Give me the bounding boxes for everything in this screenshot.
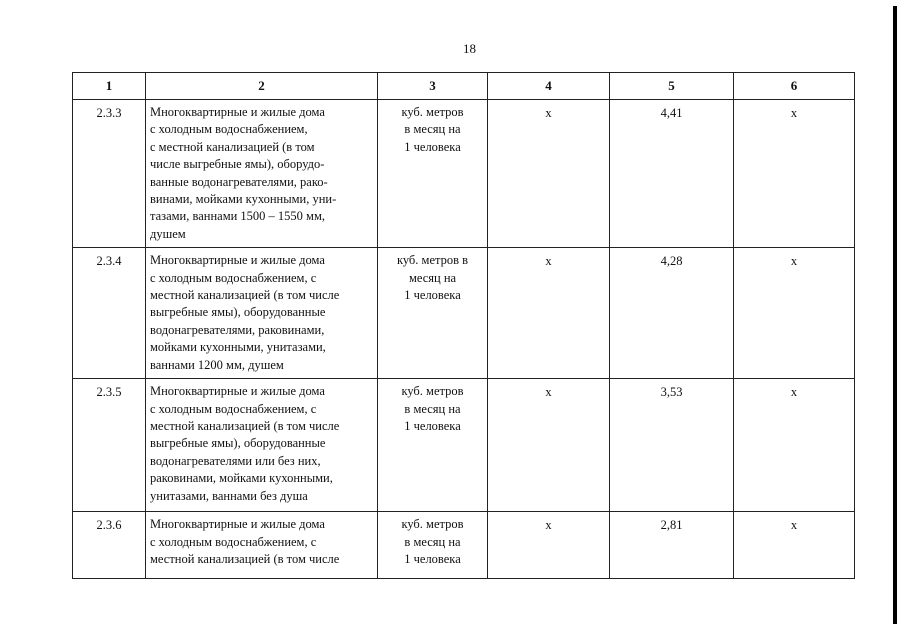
description-line: Многоквартирные и жилые дома <box>150 253 325 268</box>
row-col6: x <box>734 512 855 579</box>
unit-line: куб. метров <box>401 517 464 532</box>
row-unit <box>378 379 488 512</box>
unit-line: куб. метров <box>401 105 464 119</box>
description-line: унитазами, ваннами без душа <box>150 488 308 503</box>
header-col-4: 4 <box>488 73 610 100</box>
row-description <box>146 512 378 579</box>
header-row <box>73 73 855 100</box>
description-line: с местной канализацией (в том <box>150 139 315 154</box>
unit-line: месяц на <box>408 270 457 285</box>
row-col5: 2,81 <box>610 512 734 579</box>
tariff-table <box>72 72 855 579</box>
description-line: местной канализацией (в том числе <box>150 419 340 434</box>
row-col6: x <box>734 248 855 379</box>
description-line: с холодным водоснабжением, с <box>150 401 317 416</box>
row-col5: 4,28 <box>610 248 734 379</box>
description-line: местной канализацией (в том числе <box>150 288 340 303</box>
row-code: 2.3.4 <box>73 248 146 379</box>
description-line: местной канализацией (в том числе <box>150 552 340 567</box>
row-description <box>146 100 378 248</box>
row-description <box>146 379 378 512</box>
row-code: 2.3.3 <box>73 100 146 248</box>
unit-line: 1 человека <box>404 552 461 567</box>
unit-line: 1 человека <box>404 139 461 154</box>
header-col-5: 5 <box>610 73 734 100</box>
unit-line: 1 человека <box>404 288 461 303</box>
unit-line: в месяц на <box>404 534 461 549</box>
header-col-2: 2 <box>146 73 378 100</box>
description-line: водонагревателями, раковинами, <box>150 322 325 337</box>
description-line: душем <box>150 226 186 241</box>
description-line: винами, мойками кухонными, уни- <box>150 192 337 207</box>
row-col6: x <box>734 379 855 512</box>
margin-line <box>893 6 897 624</box>
unit-line: 1 человека <box>404 419 461 434</box>
description-line: с холодным водоснабжением, с <box>150 534 317 549</box>
table-row <box>73 379 855 512</box>
unit-line: в месяц на <box>404 401 461 416</box>
table-row <box>73 512 855 579</box>
description-line: ваннами 1200 мм, душем <box>150 357 284 372</box>
unit-line: куб. метров в <box>396 253 469 268</box>
table-row <box>73 248 855 379</box>
description-line: мойками кухонными, унитазами, <box>150 340 326 355</box>
row-col4: x <box>488 379 610 512</box>
row-col4: x <box>488 248 610 379</box>
row-unit <box>378 248 488 379</box>
row-col5: 4,41 <box>610 100 734 248</box>
description-line: Многоквартирные и жилые дома <box>150 384 325 399</box>
description-line: числе выгребные ямы), оборудо- <box>150 157 325 172</box>
description-line: ванные водонагревателями, рако- <box>150 174 328 189</box>
description-line: выгребные ямы), оборудованные <box>150 305 326 320</box>
table-row <box>73 100 855 248</box>
description-line: тазами, ваннами 1500 – 1550 мм, <box>150 209 326 224</box>
row-code: 2.3.5 <box>73 379 146 512</box>
row-unit <box>378 100 488 248</box>
description-line: с холодным водоснабжением, с <box>150 270 317 285</box>
row-description <box>146 248 378 379</box>
row-col4: x <box>488 100 610 248</box>
row-code: 2.3.6 <box>73 512 146 579</box>
row-col4: x <box>488 512 610 579</box>
header-col-1: 1 <box>73 73 146 100</box>
description-line: с холодным водоснабжением, <box>150 122 308 137</box>
header-col-6: 6 <box>734 73 855 100</box>
description-line: раковинами, мойками кухонными, <box>150 471 333 486</box>
row-col5: 3,53 <box>610 379 734 512</box>
unit-line: куб. метров <box>401 384 464 399</box>
row-col6: x <box>734 100 855 248</box>
description-line: водонагревателями или без них, <box>150 453 321 468</box>
description-line: Многоквартирные и жилые дома <box>150 517 325 532</box>
header-col-3: 3 <box>378 73 488 100</box>
description-line: Многоквартирные и жилые дома <box>150 105 325 119</box>
row-unit <box>378 512 488 579</box>
description-line: выгребные ямы), оборудованные <box>150 436 326 451</box>
page-number: 18 <box>463 41 476 56</box>
unit-line: в месяц на <box>404 122 461 137</box>
